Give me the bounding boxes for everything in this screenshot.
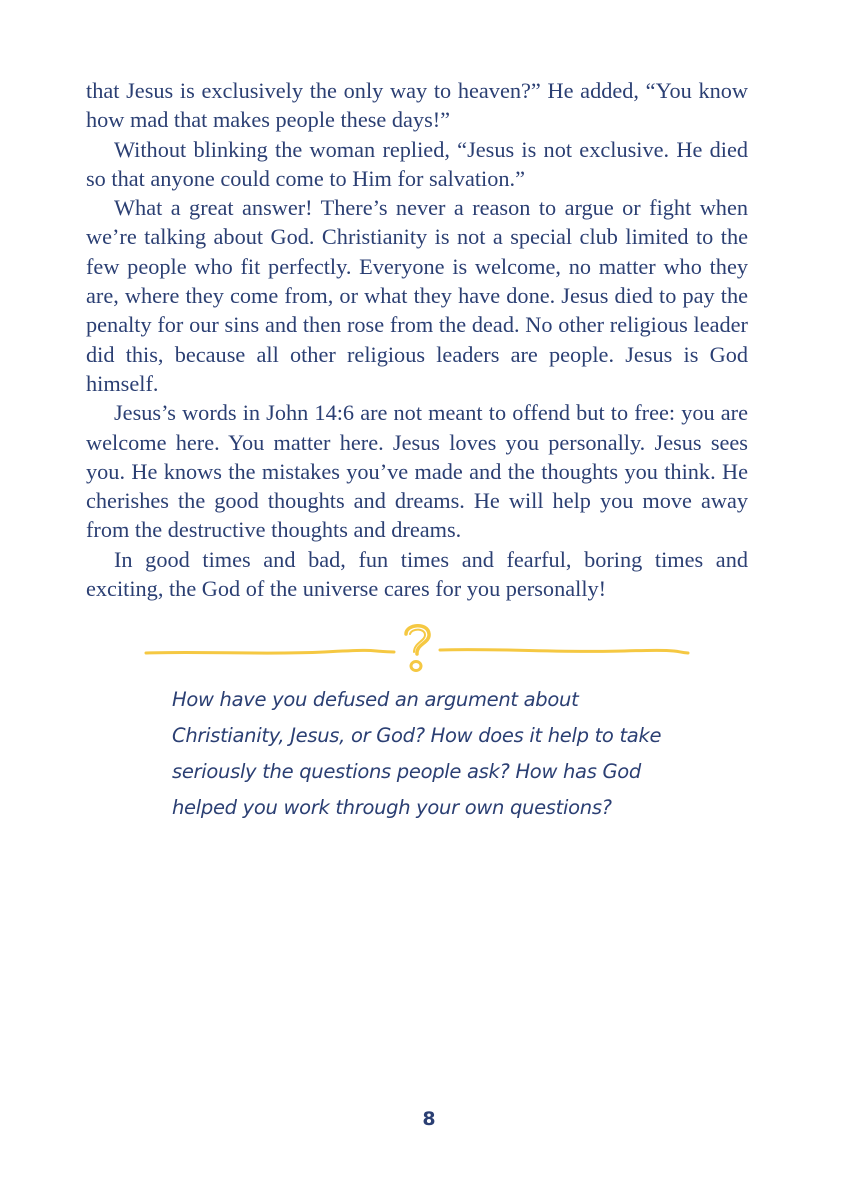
divider-line-right <box>440 650 688 653</box>
page-number: 8 <box>422 1108 436 1130</box>
paragraph-john-14-6: Jesus’s words in John 14:6 are not meant to offend but to free: you are welcome here. You matter here. Jesus loves you personally. Jesus sees you. He knows the mistakes you’ve made and the thoughts you think. He cherishes the good thoughts and dreams. He will help you move away from the destructive thoughts and dreams. <box>86 400 748 543</box>
divider-line-left <box>146 650 394 653</box>
question-mark-icon <box>406 626 429 671</box>
body-text <box>86 76 748 603</box>
paragraph-great-answer: What a great answer! There’s never a reason to argue or fight when we’re talking about God. Christianity is not a special club limited to the few people who fit perfectly. Everyone is welcome, no matter who they are, where they come from, or what they have done. Jesus died to pay the penalty for our sins and then rose from the dead. No other religious leader did this, because all other religious leaders are people. Jesus is God himself. <box>86 195 748 396</box>
paragraph-woman-reply: Without blinking the woman replied, “Jesus is not exclusive. He died so that anyone could come to Him for salvation.” <box>86 136 748 191</box>
paragraph-continued: that Jesus is exclusively the only way to heaven?” He added, “You know how mad that makes people these days!” <box>86 78 748 133</box>
paragraph-god-cares: In good times and bad, fun times and fearful, boring times and exciting, the God of the universe cares for you personally! <box>86 546 748 602</box>
section-divider <box>144 620 690 676</box>
reflection-question: How have you defused an argument about Christianity, Jesus, or God? How does it help to take seriously the questions people ask? How has God helped you work through your own questions? <box>172 688 662 819</box>
